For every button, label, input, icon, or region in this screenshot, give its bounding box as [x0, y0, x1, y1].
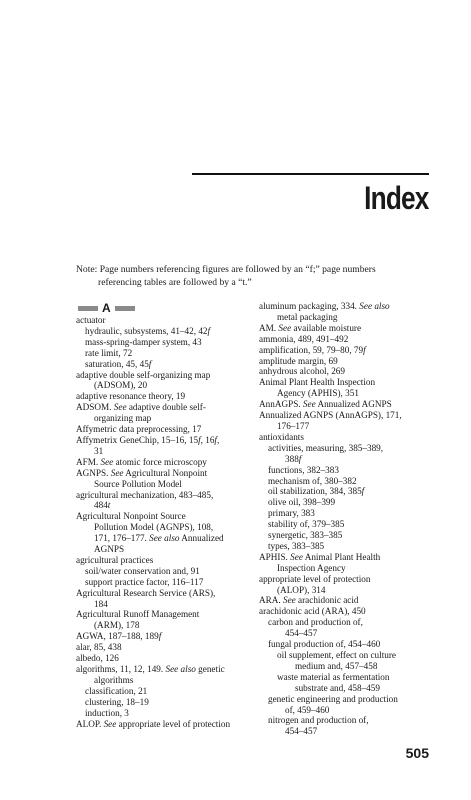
index-entry: 454–457	[285, 726, 318, 737]
index-column-right	[259, 301, 437, 737]
index-entry: AGWA, 187–188, 189f	[76, 631, 162, 642]
index-entry: primary, 383	[268, 508, 315, 519]
page-number: 505	[405, 745, 429, 761]
index-entry: Agricultural Research Service (ARS),	[76, 587, 216, 598]
index-entry: (ARM), 178	[94, 620, 140, 631]
index-entry: alar, 85, 438	[76, 642, 122, 653]
index-entry: albedo, 126	[76, 653, 119, 664]
index-entry: stability of, 379–385	[268, 519, 345, 530]
index-entry: mechanism of, 380–382	[268, 475, 357, 486]
index-entry: synergetic, 383–385	[268, 530, 343, 541]
section-letter: A	[102, 300, 111, 315]
index-entry: ARA. See arachidonic acid	[259, 595, 359, 606]
index-entry: Affymetric data preprocessing, 17	[76, 424, 202, 435]
index-entry: oil stabilization, 384, 385f	[268, 486, 365, 497]
index-entry: anhydrous alcohol, 269	[259, 366, 345, 377]
index-entry: APHIS. See Animal Plant Health	[259, 551, 381, 562]
index-entry: Agricultural Runoff Management	[76, 609, 200, 620]
index-column-left	[76, 301, 248, 729]
index-entry: Agricultural Nonpoint Source	[76, 511, 186, 522]
right-entries	[259, 301, 437, 737]
section-heading-a	[78, 301, 248, 315]
index-entry: arachidonic acid (ARA), 450	[259, 606, 366, 617]
index-entry: Animal Plant Health Inspection	[259, 377, 376, 388]
index-entry: 31	[94, 445, 104, 456]
index-entry: carbon and production of,	[268, 617, 363, 628]
index-entry: AnnAGPS. See Annualized AGNPS	[259, 399, 392, 410]
index-entry: ALOP. See appropriate level of protection	[76, 718, 231, 729]
index-entry: types, 383–385	[268, 540, 325, 551]
index-entry: adaptive double self-organizing map	[76, 369, 211, 380]
index-entry: 176–177	[277, 420, 310, 431]
index-entry: of, 459–460	[285, 704, 330, 715]
index-entry: Annualized AGNPS (AnnAGPS), 171,	[259, 410, 402, 421]
index-entry: Inspection Agency	[277, 562, 346, 573]
index-entry: rate limit, 72	[85, 347, 133, 358]
index-entry: clustering, 18–19	[85, 696, 149, 707]
left-entries	[76, 315, 248, 729]
index-entry: organizing map	[94, 413, 152, 424]
index-entry: functions, 382–383	[268, 464, 339, 475]
index-entry: genetic engineering and production	[268, 693, 398, 704]
index-entry: classification, 21	[85, 685, 148, 696]
index-entry: agricultural practices	[76, 554, 154, 565]
index-entry: substrate and, 458–459	[295, 682, 380, 693]
index-entry: metal packaging	[277, 311, 338, 322]
index-entry: medium and, 457–458	[295, 660, 378, 671]
index-entry: Affymetrix GeneChip, 15–16, 15f, 16f,	[76, 434, 220, 445]
index-entry: nitrogen and production of,	[268, 715, 369, 726]
index-entry: ADSOM. See adaptive double self-	[76, 402, 206, 413]
index-entry: appropriate level of protection	[259, 573, 371, 584]
index-entry: antioxidants	[259, 431, 304, 442]
index-entry: olive oil, 398–399	[268, 497, 336, 508]
index-entry: 184	[94, 598, 108, 609]
index-entry: saturation, 45, 45f	[85, 358, 152, 369]
index-entry: ammonia, 489, 491–492	[259, 333, 349, 344]
note-line-2: referencing tables are followed by a “t.”	[98, 277, 252, 288]
heading-bar-left	[78, 306, 98, 311]
index-entry: Agency (APHIS), 351	[277, 388, 359, 399]
index-entry: algorithms, 11, 12, 149. See also genetic	[76, 664, 225, 674]
index-entry: Source Pollution Model	[94, 478, 182, 489]
index-entry: aluminum packaging, 334. See also	[259, 301, 390, 311]
index-entry: algorithms	[94, 674, 134, 685]
heading-bar-right	[115, 306, 135, 311]
index-entry: 484t	[94, 500, 111, 511]
index-entry: support practice factor, 116–117	[85, 576, 204, 587]
index-entry: induction, 3	[85, 707, 129, 718]
index-entry: AFM. See atomic force microscopy	[76, 456, 207, 467]
index-entry: 454–457	[285, 628, 318, 639]
index-entry: hydraulic, subsystems, 41–42, 42f	[85, 325, 211, 336]
index-entry: activities, measuring, 385–389,	[268, 442, 384, 453]
index-entry: 388f	[285, 453, 302, 464]
index-entry: 171, 176–177. See also Annualized	[94, 533, 224, 544]
index-entry: fungal production of, 454–460	[268, 639, 381, 650]
index-entry: AGNPS	[94, 544, 125, 555]
index-entry: adaptive resonance theory, 19	[76, 391, 186, 402]
note-line-1: Note: Page numbers referencing figures are followed by an “f;” page numbers	[76, 264, 376, 275]
index-entry: waste material as fermentation	[277, 671, 390, 682]
index-entry: oil supplement, effect on culture	[277, 650, 396, 660]
index-entry: AM. See available moisture	[259, 322, 362, 333]
index-entry: (ALOP), 314	[277, 584, 326, 595]
index-entry: AGNPS. See Agricultural Nonpoint	[76, 467, 208, 478]
index-entry: Pollution Model (AGNPS), 108,	[94, 522, 214, 533]
index-entry: mass-spring-damper system, 43	[85, 336, 202, 347]
index-note	[76, 263, 436, 289]
index-entry: (ADSOM), 20	[94, 380, 148, 391]
title-rule	[192, 173, 429, 175]
index-entry: amplitude margin, 69	[259, 355, 338, 366]
index-entry: amplification, 59, 79–80, 79f	[259, 344, 366, 355]
index-entry: agricultural mechanization, 483–485,	[76, 489, 214, 500]
index-entry: actuator	[76, 315, 106, 325]
index-entry: soil/water conservation and, 91	[85, 565, 200, 576]
page-title: Index	[364, 180, 429, 216]
